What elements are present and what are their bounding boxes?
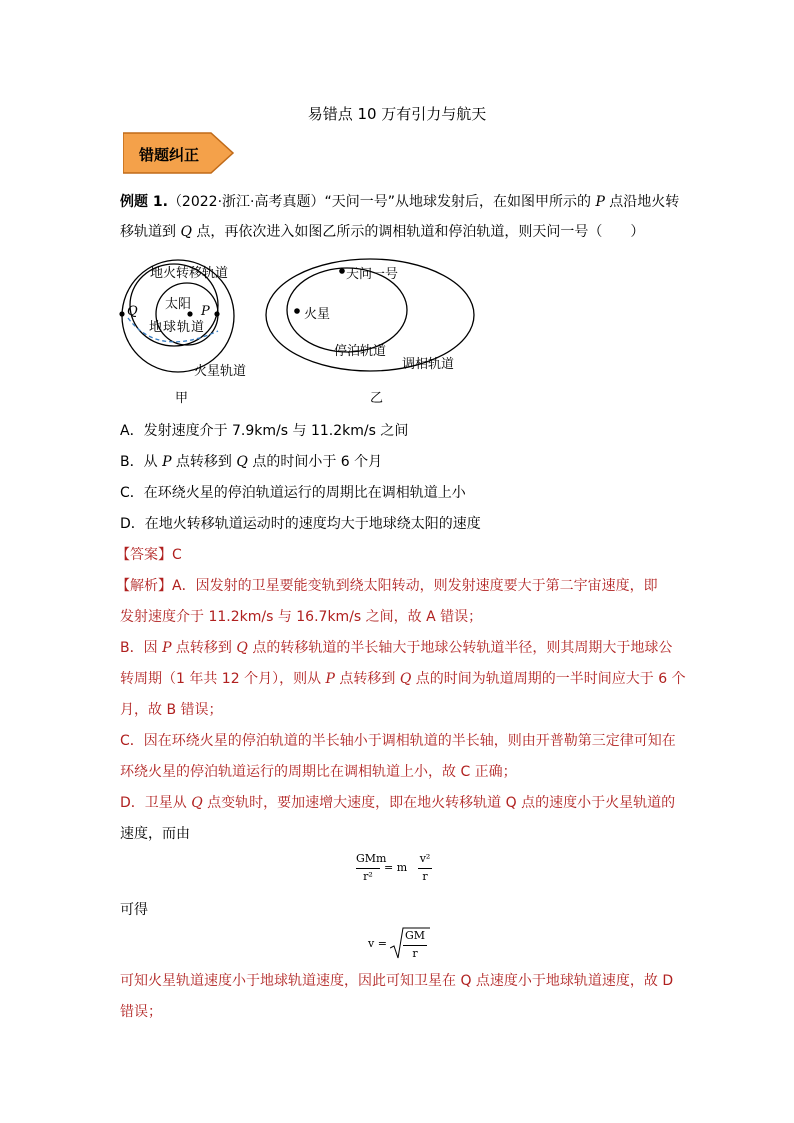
formula2-bar bbox=[403, 945, 427, 946]
option-b bbox=[120, 452, 382, 472]
option-text: 点的时间小于 6 个月 bbox=[247, 454, 383, 470]
banner-label: 错题纠正 bbox=[139, 146, 200, 164]
formula1-rhs-numerator: v² bbox=[419, 852, 431, 865]
option-a: A．发射速度介于 7.9km/s 与 11.2km/s 之间 bbox=[120, 423, 409, 439]
question-source: （2022·浙江·高考真题） bbox=[167, 194, 325, 210]
analysis-text: 点变轨时，要加速增大速度，即在地火转移轨道 Q 点的速度小于火星轨道的 bbox=[202, 795, 676, 811]
answer-line bbox=[116, 545, 182, 565]
answer-label: 【答案】 bbox=[116, 547, 172, 563]
formula1-equals: = m bbox=[384, 861, 408, 874]
formula2-lhs: v = bbox=[368, 937, 387, 950]
var-p: P bbox=[162, 640, 172, 656]
caption-b: 乙 bbox=[370, 391, 384, 406]
answer-value: C bbox=[172, 547, 182, 563]
label-mars: 火星 bbox=[304, 307, 331, 322]
analysis-text: D．卫星从 bbox=[120, 795, 192, 811]
mars-dot bbox=[294, 308, 300, 314]
analysis-line-d2: 速度，而由 bbox=[120, 826, 190, 842]
label-phasing-orbit: 调相轨道 bbox=[402, 357, 455, 372]
analysis-text: 点的转移轨道的半长轴大于地球公转轨道半径，则其周期大于地球公 bbox=[247, 640, 673, 656]
analysis-line-c1: C．因在环绕火星的停泊轨道的半长轴小于调相轨道的半长轴，则由开普勒第三定律可知在 bbox=[120, 733, 676, 749]
analysis-line-b3: 月，故 B 错误； bbox=[120, 702, 223, 718]
question-line-1 bbox=[120, 192, 679, 212]
caption-a: 甲 bbox=[175, 391, 189, 406]
analysis-text: 转周期（1 年共 12 个月），则从 bbox=[120, 671, 326, 687]
label-parking-orbit: 停泊轨道 bbox=[334, 344, 387, 359]
derive-text: 可得 bbox=[120, 902, 148, 918]
probe-dot bbox=[339, 268, 345, 274]
formula1-rhs-bar bbox=[418, 868, 432, 869]
analysis-line-d1 bbox=[120, 793, 675, 813]
var-q: Q bbox=[180, 224, 192, 240]
question-text: 点，再依次进入如图乙所示的调相轨道和停泊轨道，则天问一号（ ） bbox=[191, 224, 645, 240]
option-text: B．从 bbox=[120, 454, 163, 470]
var-p: P bbox=[595, 194, 605, 210]
option-d: D．在地火转移轨道运动时的速度均大于地球绕太阳的速度 bbox=[120, 516, 481, 532]
analysis-line-a2: 发射速度介于 11.2km/s 与 16.7km/s 之间，故 A 错误； bbox=[120, 609, 483, 625]
question-text: 点沿地火转 bbox=[604, 194, 680, 210]
option-text: 点转移到 bbox=[171, 454, 237, 470]
analysis-text: A．因发射的卫星要能变轨到绕太阳转动，则发射速度要大于第二宇宙速度，即 bbox=[172, 578, 658, 594]
var-p: P bbox=[162, 454, 172, 470]
analysis-label: 【解析】 bbox=[116, 578, 172, 594]
analysis-line-a1 bbox=[116, 576, 658, 596]
question-text: 移轨道到 bbox=[120, 224, 181, 240]
point-q-dot bbox=[119, 311, 124, 316]
analysis-line-b1 bbox=[120, 638, 672, 658]
label-earth-orbit: 地球轨道 bbox=[149, 320, 206, 335]
formula2-denominator: r bbox=[412, 947, 418, 960]
var-q: Q bbox=[236, 454, 248, 470]
label-probe: 天问一号 bbox=[346, 267, 399, 282]
analysis-line-c2: 环绕火星的停泊轨道运行的周期比在调相轨道上小，故 C 正确； bbox=[120, 764, 517, 780]
analysis-text: 点的时间为轨道周期的一半时间应大于 6 个 bbox=[411, 671, 686, 687]
formula2-numerator: GM bbox=[404, 929, 426, 942]
label-q: Q bbox=[127, 304, 138, 319]
var-q: Q bbox=[191, 795, 203, 811]
label-transfer-orbit: 地火转移轨道 bbox=[150, 266, 229, 281]
analysis-line-e1: 可知火星轨道速度小于地球轨道速度，因此可知卫星在 Q 点速度小于地球轨道速度，故 D bbox=[120, 973, 674, 989]
label-p: P bbox=[201, 304, 210, 319]
point-p-dot bbox=[214, 311, 219, 316]
analysis-line-e2: 错误； bbox=[120, 1004, 162, 1020]
question-label: 例题 1. bbox=[120, 194, 168, 210]
question-text: “天问一号”从地球发射后，在如图甲所示的 bbox=[324, 194, 596, 210]
question-line-2 bbox=[120, 222, 644, 242]
label-sun: 太阳 bbox=[165, 297, 192, 312]
var-p: P bbox=[325, 671, 335, 687]
page-title: 易错点 10 万有引力与航天 bbox=[307, 105, 487, 123]
formula1-numerator: GMm bbox=[356, 852, 387, 865]
formula1-denominator: r² bbox=[363, 870, 373, 883]
analysis-line-b2 bbox=[120, 669, 686, 689]
formula1-rhs-denominator: r bbox=[422, 870, 428, 883]
var-q: Q bbox=[399, 671, 412, 687]
analysis-text: B．因 bbox=[120, 640, 163, 656]
section-banner bbox=[123, 131, 235, 175]
var-q: Q bbox=[236, 640, 248, 656]
analysis-text: 点转移到 bbox=[171, 640, 237, 656]
option-c: C．在环绕火星的停泊轨道运行的周期比在调相轨道上小 bbox=[120, 485, 466, 501]
analysis-text: 点转移到 bbox=[334, 671, 400, 687]
formula1-bar bbox=[356, 868, 380, 869]
label-mars-orbit: 火星轨道 bbox=[194, 364, 247, 379]
